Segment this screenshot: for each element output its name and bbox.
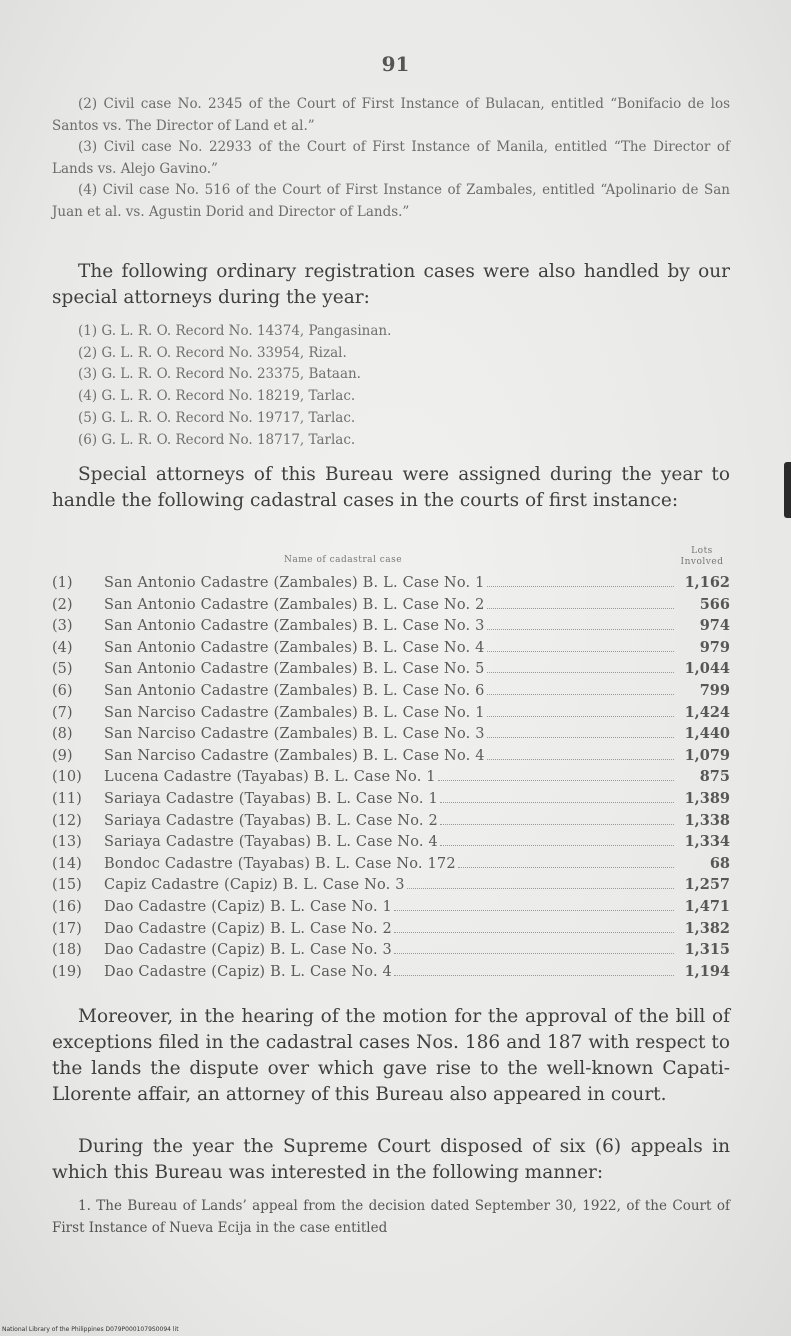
case-lots: 1,338	[684, 811, 730, 829]
appeal-item-text: 1. The Bureau of Lands’ appeal from the decision dated September 30, 1922, of the Court of First Instance of Nueva Ecija in the case entitled	[52, 1198, 730, 1236]
case-name: San Antonio Cadastre (Zambales) B. L. Case No. 4	[104, 639, 485, 656]
civil-case-item: (3) Civil case No. 22933 of the Court of First Instance of Manila, entitled “The Director of Lands vs. Alejo Gavino.”	[52, 139, 730, 177]
cadastral-intro-text: Special attorneys of this Bureau were assigned during the year to handle the following cadastral cases in the courts of first instance:	[52, 464, 730, 511]
case-lots: 1,440	[684, 725, 730, 743]
dot-leader	[394, 910, 674, 911]
case-name: San Antonio Cadastre (Zambales) B. L. Case No. 1	[104, 575, 485, 591]
case-row	[52, 660, 730, 682]
case-row	[52, 855, 730, 877]
case-row	[52, 596, 730, 618]
page-edge-mark	[784, 462, 791, 518]
case-lots: 1,424	[684, 703, 730, 721]
case-row	[52, 725, 730, 747]
case-row	[52, 898, 730, 920]
dot-leader	[407, 888, 674, 889]
case-number: (16)	[52, 899, 82, 915]
case-lots: 1,389	[684, 790, 730, 807]
case-lots: 799	[699, 682, 730, 699]
case-number: (6)	[52, 683, 73, 699]
case-row	[52, 617, 730, 639]
case-lots: 1,315	[684, 941, 730, 959]
dot-leader	[487, 694, 674, 695]
case-number: (17)	[52, 920, 82, 937]
registration-record: (4) G. L. R. O. Record No. 18219, Tarlac.	[78, 388, 356, 405]
registration-intro-text: The following ordinary registration cases were also handled by our special attorneys during the year:	[52, 261, 730, 308]
dot-leader	[438, 780, 674, 781]
dot-leader	[394, 975, 674, 976]
case-number: (10)	[52, 769, 82, 786]
case-number: (9)	[52, 747, 73, 764]
case-number: (2)	[52, 596, 73, 613]
dot-leader	[487, 586, 674, 587]
case-number: (12)	[52, 812, 82, 829]
case-name: Sariaya Cadastre (Tayabas) B. L. Case No. 1	[104, 791, 438, 807]
case-name: Dao Cadastre (Capiz) B. L. Case No. 4	[104, 963, 392, 980]
case-row	[52, 920, 730, 942]
supreme-court-text: During the year the Supreme Court disposed of six (6) appeals in which this Bureau was interested in the following manner:	[52, 1136, 730, 1183]
case-lots: 1,079	[684, 746, 730, 764]
case-lots: 1,194	[684, 962, 730, 980]
registration-record: (2) G. L. R. O. Record No. 33954, Rizal.	[78, 344, 347, 361]
case-number: (11)	[52, 791, 82, 807]
case-number: (5)	[52, 661, 73, 678]
case-lots: 1,162	[684, 574, 730, 591]
case-name: Sariaya Cadastre (Tayabas) B. L. Case No. 2	[104, 812, 438, 829]
case-lots: 979	[699, 638, 730, 656]
case-lots: 566	[699, 595, 730, 613]
case-row	[52, 812, 730, 834]
civil-case-item: (4) Civil case No. 516 of the Court of First Instance of Zambales, entitled “Apolinario de San Juan et al. vs. Agustin Dorid and Director of Lands.”	[52, 182, 730, 220]
registration-intro	[52, 259, 730, 311]
case-row	[52, 941, 730, 963]
case-number: (1)	[52, 575, 73, 591]
case-lots: 1,471	[684, 898, 730, 915]
case-name: San Antonio Cadastre (Zambales) B. L. Case No. 2	[104, 596, 485, 613]
case-name: San Antonio Cadastre (Zambales) B. L. Case No. 6	[104, 683, 485, 699]
case-name: San Narciso Cadastre (Zambales) B. L. Case No. 4	[104, 747, 485, 764]
case-lots: 68	[709, 854, 730, 872]
dot-leader	[440, 802, 674, 803]
case-name: San Narciso Cadastre (Zambales) B. L. Case No. 1	[104, 704, 485, 721]
case-lots: 1,334	[684, 833, 730, 851]
dot-leader	[440, 824, 674, 825]
case-number: (18)	[52, 942, 82, 959]
dot-leader	[487, 672, 674, 673]
dot-leader	[487, 737, 674, 738]
moreover-text: Moreover, in the hearing of the motion for the approval of the bill of exceptions filed in the cadastral cases Nos. 186 and 187 with respect to the lands the dispute over which gave rise to the well-known Capati-Llorente affair, an attorney of this Bureau also appeared in court.	[52, 1006, 730, 1105]
civil-case-item: (2) Civil case No. 2345 of the Court of First Instance of Bulacan, entitled “Bonifacio de los Santos vs. The Director of Land et al.”	[52, 96, 730, 134]
footer-credit: National Library of the Philippines D079P0001079S0094 lit	[2, 1326, 179, 1333]
case-number: (3)	[52, 618, 73, 635]
table-header-lots	[674, 546, 730, 568]
dot-leader	[487, 651, 674, 652]
case-row	[52, 747, 730, 769]
case-row	[52, 963, 730, 985]
dot-leader	[487, 629, 674, 630]
table-header-name: Name of cadastral case	[284, 555, 403, 565]
registration-record: (1) G. L. R. O. Record No. 14374, Pangasinan.	[78, 323, 392, 339]
dot-leader	[394, 953, 674, 954]
case-name: San Narciso Cadastre (Zambales) B. L. Case No. 3	[104, 726, 485, 743]
case-lots: 1,382	[684, 919, 730, 937]
case-row	[52, 876, 730, 898]
case-name: Capiz Cadastre (Capiz) B. L. Case No. 3	[104, 877, 405, 894]
dot-leader	[487, 608, 674, 609]
cadastral-intro	[52, 462, 730, 514]
dot-leader	[458, 867, 674, 868]
registration-records-list	[52, 321, 730, 451]
case-lots: 1,257	[684, 876, 730, 894]
case-name: Dao Cadastre (Capiz) B. L. Case No. 1	[104, 899, 392, 915]
case-name: Dao Cadastre (Capiz) B. L. Case No. 2	[104, 920, 392, 937]
case-name: Dao Cadastre (Capiz) B. L. Case No. 3	[104, 942, 392, 959]
case-lots: 875	[699, 768, 730, 786]
case-number: (14)	[52, 855, 82, 872]
case-row	[52, 768, 730, 790]
dot-leader	[440, 845, 674, 846]
appeal-item	[52, 1196, 730, 1239]
dot-leader	[394, 932, 674, 933]
page-number: 91	[381, 52, 410, 76]
case-row	[52, 704, 730, 726]
table-header-lots-line1: Lots	[691, 546, 713, 556]
case-row	[52, 639, 730, 661]
moreover-paragraph	[52, 1004, 730, 1108]
case-name: Bondoc Cadastre (Tayabas) B. L. Case No. 172	[104, 855, 456, 872]
case-name: San Antonio Cadastre (Zambales) B. L. Case No. 3	[104, 618, 485, 635]
dot-leader	[487, 716, 674, 717]
dot-leader	[487, 759, 674, 760]
case-number: (8)	[52, 726, 73, 743]
case-lots: 974	[699, 617, 730, 635]
case-name: Sariaya Cadastre (Tayabas) B. L. Case No. 4	[104, 834, 438, 851]
case-number: (13)	[52, 834, 82, 851]
registration-record: (5) G. L. R. O. Record No. 19717, Tarlac.	[78, 409, 356, 426]
case-name: San Antonio Cadastre (Zambales) B. L. Case No. 5	[104, 661, 485, 678]
case-row	[52, 833, 730, 855]
case-row	[52, 682, 730, 704]
case-number: (15)	[52, 877, 82, 894]
civil-cases-list	[52, 94, 730, 223]
case-number: (4)	[52, 639, 73, 656]
case-lots: 1,044	[684, 660, 730, 678]
case-row	[52, 790, 730, 812]
supreme-court-paragraph	[52, 1134, 730, 1186]
case-name: Lucena Cadastre (Tayabas) B. L. Case No. 1	[104, 769, 436, 786]
case-number: (19)	[52, 963, 82, 980]
registration-record: (3) G. L. R. O. Record No. 23375, Bataan.	[78, 366, 361, 383]
table-header-lots-line2: Involved	[680, 557, 724, 567]
registration-record: (6) G. L. R. O. Record No. 18717, Tarlac.	[78, 431, 356, 448]
case-number: (7)	[52, 704, 73, 721]
case-row	[52, 574, 730, 596]
